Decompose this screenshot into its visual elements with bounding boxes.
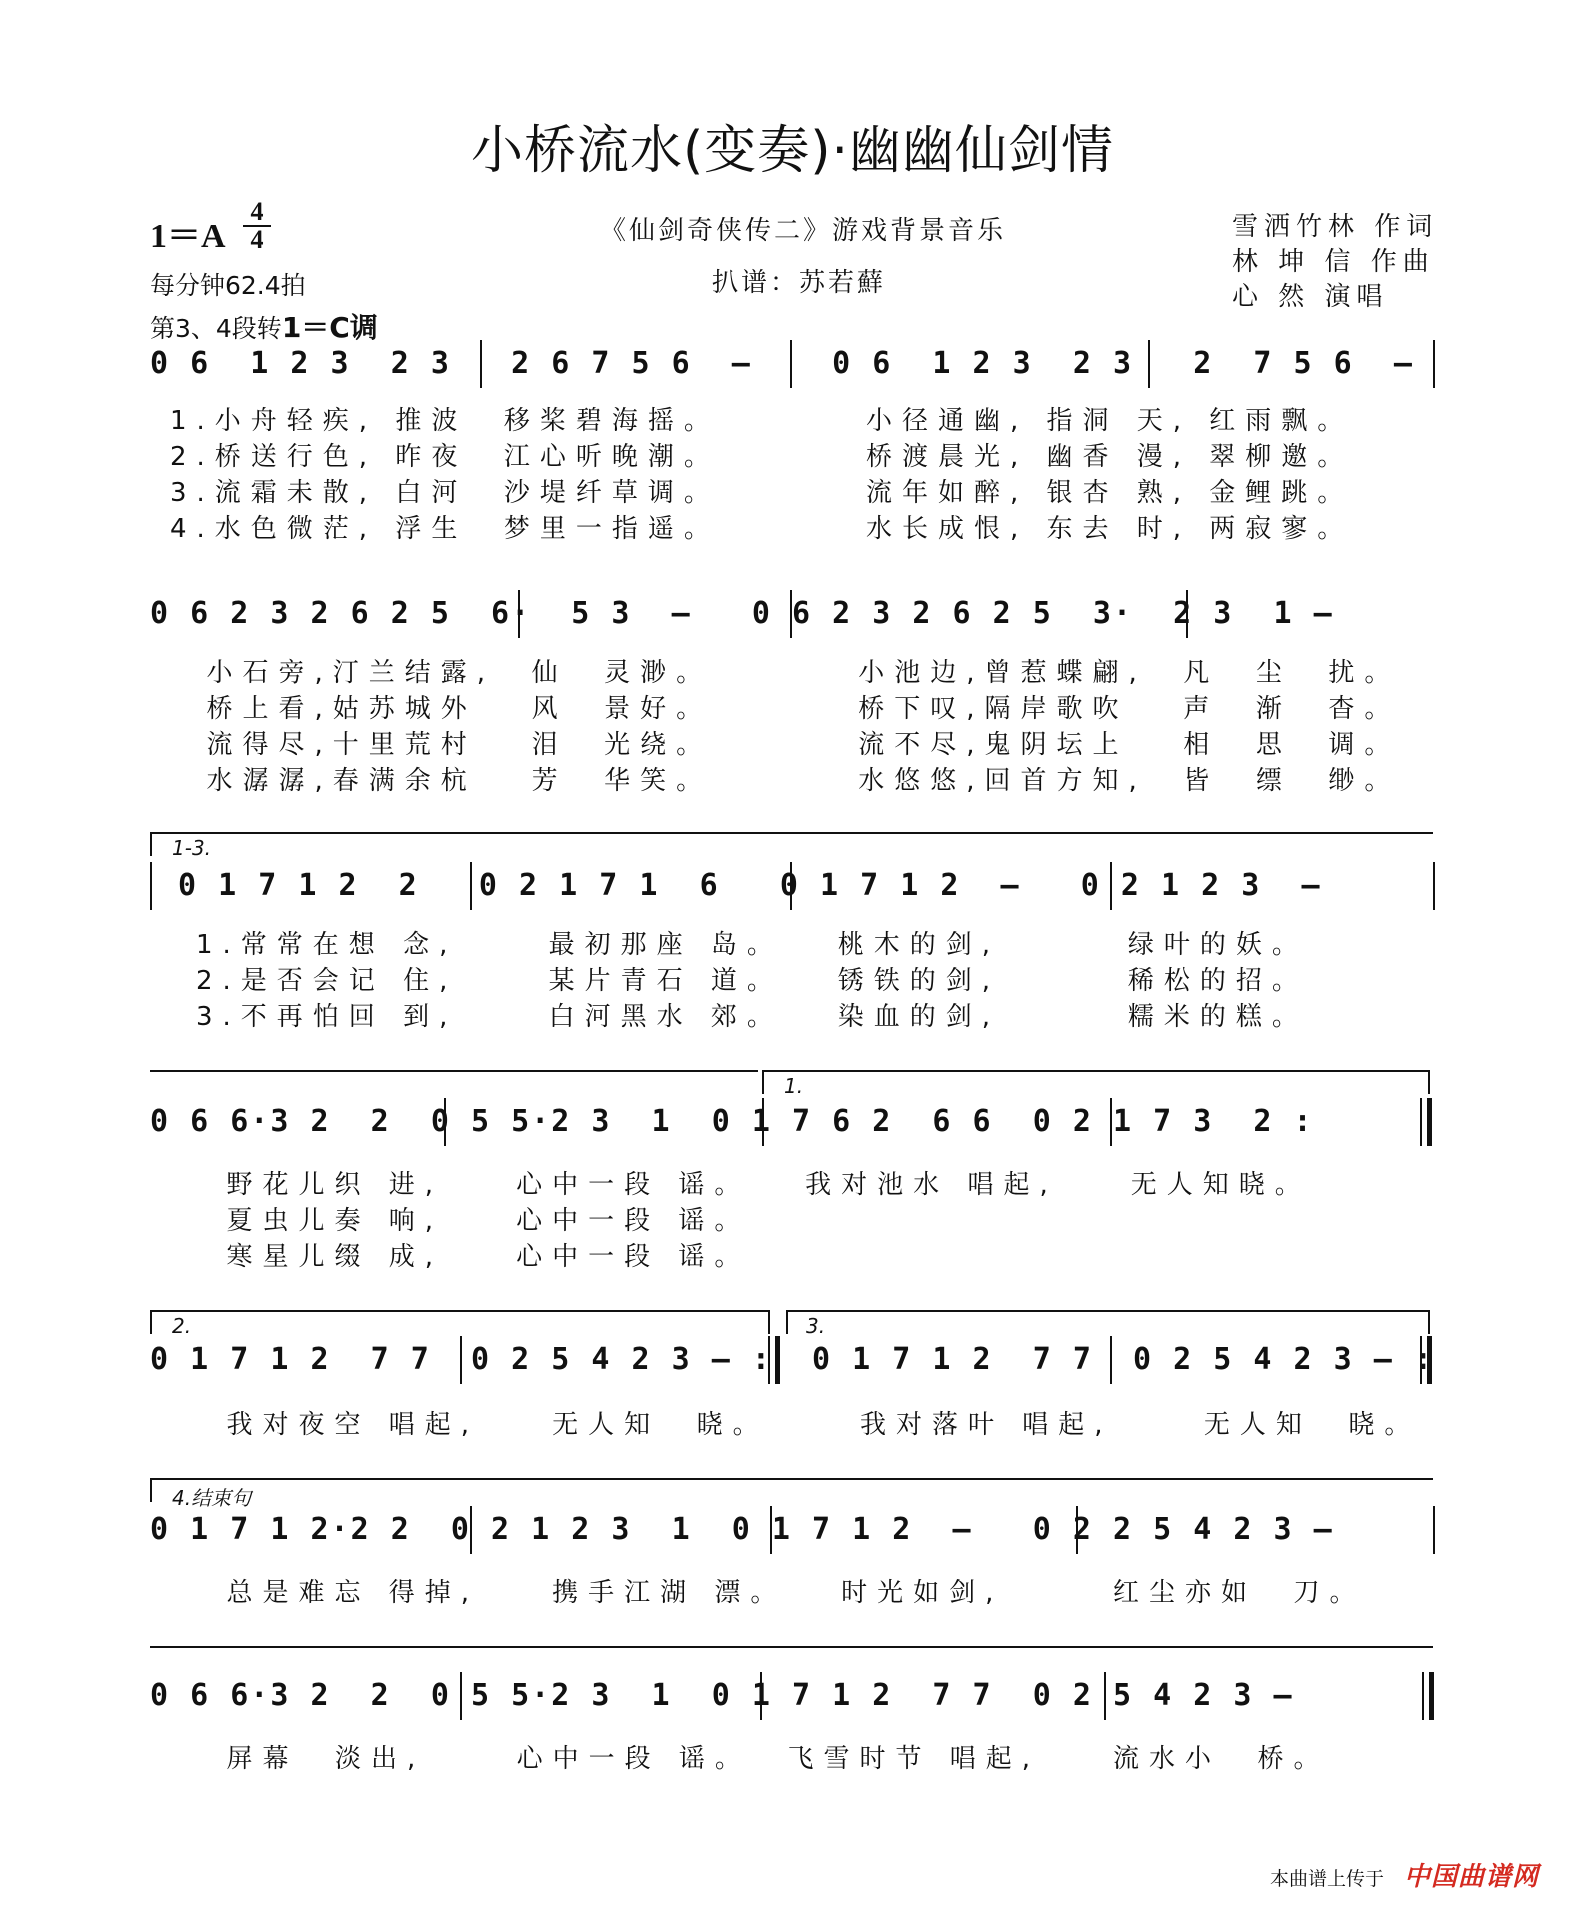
section-line — [150, 1070, 758, 1072]
notation-line-4: 0 6 6·3 2 2 0 5 5·2 3 1 0 1 7 6 2 6 6 0 2 1 7 3 2 : — [150, 1104, 1314, 1139]
volta-hook — [762, 1070, 764, 1094]
lyric-line-5-1: 我对夜空 唱起, 无人知 晓。 我对落叶 唱起, 无人知 晓。 — [190, 1410, 1421, 1440]
barline — [1433, 862, 1435, 910]
volta-bracket — [786, 1310, 1430, 1312]
source-note: 《仙剑奇侠传二》游戏背景音乐 — [600, 216, 1007, 246]
lyric-line-3-1: 1.常常在想 念, 最初那座 岛。 桃木的剑, 绿叶的妖。 — [196, 930, 1308, 960]
notation-line-1: 0 6 1 2 3 2 3 2 6 7 5 6 – 0 6 1 2 3 2 3 2 7 5 6 – — [150, 346, 1414, 381]
lyric-line-3-2: 2.是否会记 住, 某片青石 道。 锈铁的剑, 稀松的招。 — [196, 966, 1308, 996]
modulation-key: 1＝C调 — [281, 311, 378, 344]
volta-bracket — [762, 1070, 1430, 1072]
lyric-line-4-1: 野花儿织 进, 心中一段 谣。 我对池水 唱起, 无人知晓。 — [190, 1170, 1311, 1200]
volta-hook — [1428, 1070, 1430, 1094]
volta-label: 4.结束句 — [172, 1486, 252, 1510]
volta-hook — [150, 1310, 152, 1334]
lyric-line-6-1: 总是难忘 得掉, 携手江湖 漂。 时光如剑, 红尘亦如 刀。 — [190, 1578, 1366, 1608]
barline — [1433, 1506, 1435, 1554]
volta-label: 1. — [784, 1074, 804, 1098]
site-logo[interactable]: 中国曲谱网 — [1404, 1862, 1540, 1892]
modulation-text — [150, 306, 378, 346]
lyric-line-1-1: 1.小舟轻疾, 推波 移桨碧海摇。 小径通幽, 指洞 天, 红雨飘。 — [170, 406, 1354, 436]
volta-hook — [150, 832, 152, 856]
volta-bracket — [150, 832, 1433, 834]
key-signature: 1＝A — [150, 218, 226, 255]
composer-credit: 林 坤 信 作曲 — [1232, 247, 1435, 277]
lyricist-credit: 雪洒竹林 作词 — [1232, 212, 1439, 242]
volta-hook — [1428, 1310, 1430, 1334]
barline — [1433, 340, 1435, 388]
credits — [1232, 210, 1438, 315]
lyric-line-1-2: 2.桥送行色, 昨夜 江心听晚潮。 桥渡晨光, 幽香 漫, 翠柳邀。 — [170, 442, 1354, 472]
lyric-line-2-2: 桥上看,姑苏城外 风 景好。 桥下叹,隔岸歌吹 声 渐 杳。 — [170, 694, 1401, 724]
notation-line-3: 0 1 7 1 2 2 0 2 1 7 1 6 0 1 7 1 2 – 0 2 1 2 3 – — [178, 868, 1322, 903]
time-signature — [240, 197, 274, 254]
volta-label: 3. — [806, 1314, 826, 1338]
barline — [1420, 1098, 1422, 1146]
lyric-line-2-1: 小石旁,汀兰结露, 仙 灵渺。 小池边,曾惹蝶翩, 凡 尘 扰。 — [170, 658, 1401, 688]
barline — [1422, 1672, 1424, 1720]
tempo-text: 每分钟62.4拍 — [150, 271, 306, 300]
lyric-line-2-3: 流得尽,十里荒村 泪 光绕。 流不尽,鬼阴坛上 相 思 调。 — [170, 730, 1401, 760]
volta-label: 1-3. — [172, 836, 212, 860]
lyric-line-7-1: 屏幕 淡出, 心中一段 谣。 飞雪时节 唱起, 流水小 桥。 — [190, 1744, 1330, 1774]
lyric-line-1-3: 3.流霜未散, 白河 沙堤纤草调。 流年如醉, 银杏 熟, 金鲤跳。 — [170, 478, 1354, 508]
arranger-credit: 扒谱：苏若蘚 — [712, 268, 887, 298]
barline — [150, 862, 152, 910]
section-line — [150, 1646, 1433, 1648]
volta-hook — [786, 1310, 788, 1334]
repeat-end-bar — [1427, 1098, 1432, 1146]
modulation-label: 第3、4段转 — [150, 314, 282, 343]
time-bottom: 4 — [250, 225, 264, 254]
time-top: 4 — [250, 197, 264, 226]
notation-line-6: 0 1 7 1 2·2 2 0 2 1 2 3 1 0 1 7 1 2 – 0 2 2 5 4 2 3 – — [150, 1512, 1334, 1547]
notation-line-7: 0 6 6·3 2 2 0 5 5·2 3 1 0 1 7 1 2 7 7 0 2 5 4 2 3 – — [150, 1678, 1294, 1713]
volta-bracket — [150, 1310, 770, 1312]
footer-text: 本曲谱上传于 — [1270, 1868, 1385, 1890]
volta-hook — [768, 1310, 770, 1334]
lyric-line-1-4: 4.水色微茫, 浮生 梦里一指遥。 水长成恨, 东去 时, 两寂寥。 — [170, 514, 1354, 544]
singer-credit: 心 然 演唱 — [1232, 282, 1389, 312]
lyric-line-3-3: 3.不再怕回 到, 白河黑水 郊。 染血的剑, 糯米的糕。 — [196, 1002, 1308, 1032]
volta-label: 2. — [172, 1314, 192, 1338]
score-title: 小桥流水(变奏)·幽幽仙剑情 — [470, 121, 1115, 181]
lyric-line-4-3: 寒星儿缀 成, 心中一段 谣。 — [190, 1242, 751, 1272]
volta-hook — [150, 1478, 152, 1502]
notation-line-5: 0 1 7 1 2 7 7 0 2 5 4 2 3 – : 0 1 7 1 2 7 7 0 2 5 4 2 3 – : — [150, 1342, 1434, 1377]
volta-bracket — [150, 1478, 1433, 1480]
final-bar — [1429, 1672, 1434, 1720]
lyric-line-4-2: 夏虫儿奏 响, 心中一段 谣。 — [190, 1206, 751, 1236]
notation-line-2: 0 6 2 3 2 6 2 5 6· 5 3 – 0 6 2 3 2 6 2 5 3· 2 3 1 – — [150, 596, 1334, 631]
lyric-line-2-4: 水潺潺,春满余杭 芳 华笑。 水悠悠,回首方知, 皆 缥 缈。 — [170, 766, 1401, 796]
